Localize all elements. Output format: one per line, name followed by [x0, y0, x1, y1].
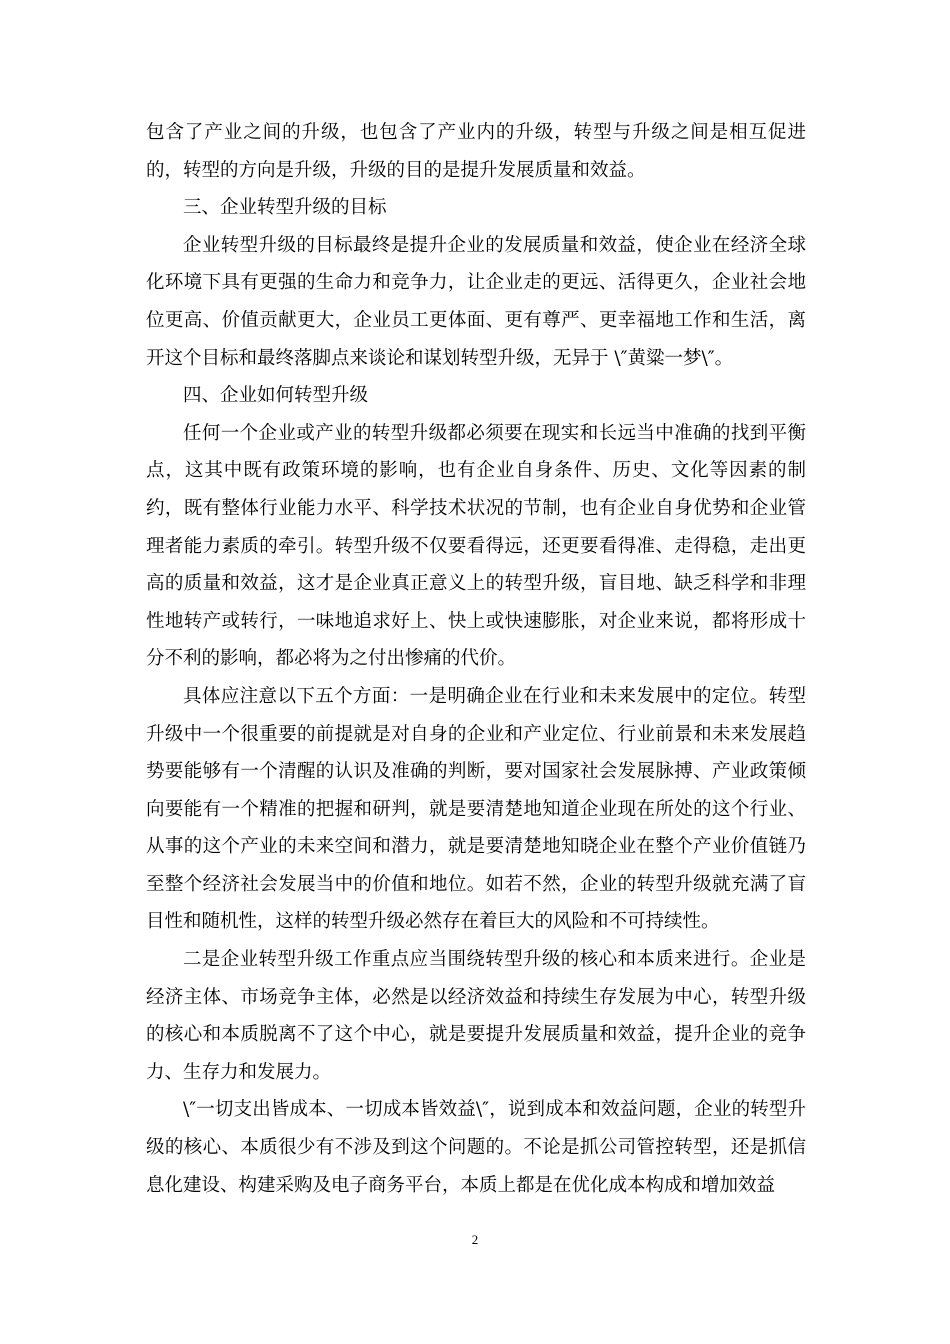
paragraph-cost-benefit: \″一切支出皆成本、一切成本皆效益\″，说到成本和效益问题，企业的转型升级的核心、本质很少有不涉及到这个问题的。不论是抓公司管控转型，还是抓信息化建设、构建采购及电子商务平台，本质上都是在优化成本构成和增加效益 — [146, 1099, 806, 1196]
paragraph-goals: 企业转型升级的目标最终是提升企业的发展质量和效益，使企业在经济全球化环境下具有更强的生命力和竞争力，让企业走的更远、活得更久，企业社会地位更高、价值贡献更大，企业员工更体面、更有尊严、更幸福地工作和生活，离开这个目标和最终落脚点来谈论和谋划转型升级，无异于 \″黄粱一梦\″。 — [146, 234, 806, 369]
paragraph-balance: 任何一个企业或产业的转型升级都必须要在现实和长远当中准确的找到平衡点，这其中既有政策环境的影响，也有企业自身条件、历史、文化等因素的制约，既有整体行业能力水平、科学技术状况的节制，也有企业自身优势和企业管理者能力素质的牵引。转型升级不仅要看得远，还更要看得准、走得稳，走出更高的质量和效益，这才是企业真正意义上的转型升级，盲目地、缺乏科学和非理性地转产或转行，一味地追求好上、快上或快速膨胀，对企业来说，都将形成十分不利的影响，都必将为之付出惨痛的代价。 — [146, 422, 806, 670]
paragraph-continuation: 包含了产业之间的升级，也包含了产业内的升级，转型与升级之间是相互促进的，转型的方向是升级，升级的目的是提升发展质量和效益。 — [146, 122, 806, 181]
paragraph-five-aspects: 具体应注意以下五个方面：一是明确企业在行业和未来发展中的定位。转型升级中一个很重要的前提就是对自身的企业和产业定位、行业前景和未来发展趋势要能够有一个清醒的认识及准确的判断，要对国家社会发展脉搏、产业政策倾向要能有一个精准的把握和研判，就是要清楚地知道企业现在所处的这个行业、从事的这个产业的未来空间和潜力，就是要清楚地知晓企业在整个产业价值链乃至整个经济社会发展当中的价值和地位。如若不然，企业的转型升级就充满了盲目性和随机性，这样的转型升级必然存在着巨大的风险和不可持续性。 — [146, 685, 806, 933]
page-number: 2 — [471, 1232, 479, 1247]
section-heading-goals: 三、企业转型升级的目标 — [183, 197, 387, 219]
document-page — [146, 114, 806, 1204]
section-heading-how: 四、企业如何转型升级 — [183, 385, 369, 407]
paragraph-core-essence: 二是企业转型升级工作重点应当围绕转型升级的核心和本质来进行。企业是经济主体、市场竞争主体，必然是以经济效益和持续生存发展为中心，转型升级的核心和本质脱离不了这个中心，就是要提升发展质量和效益，提升企业的竞争力、生存力和发展力。 — [146, 949, 806, 1083]
